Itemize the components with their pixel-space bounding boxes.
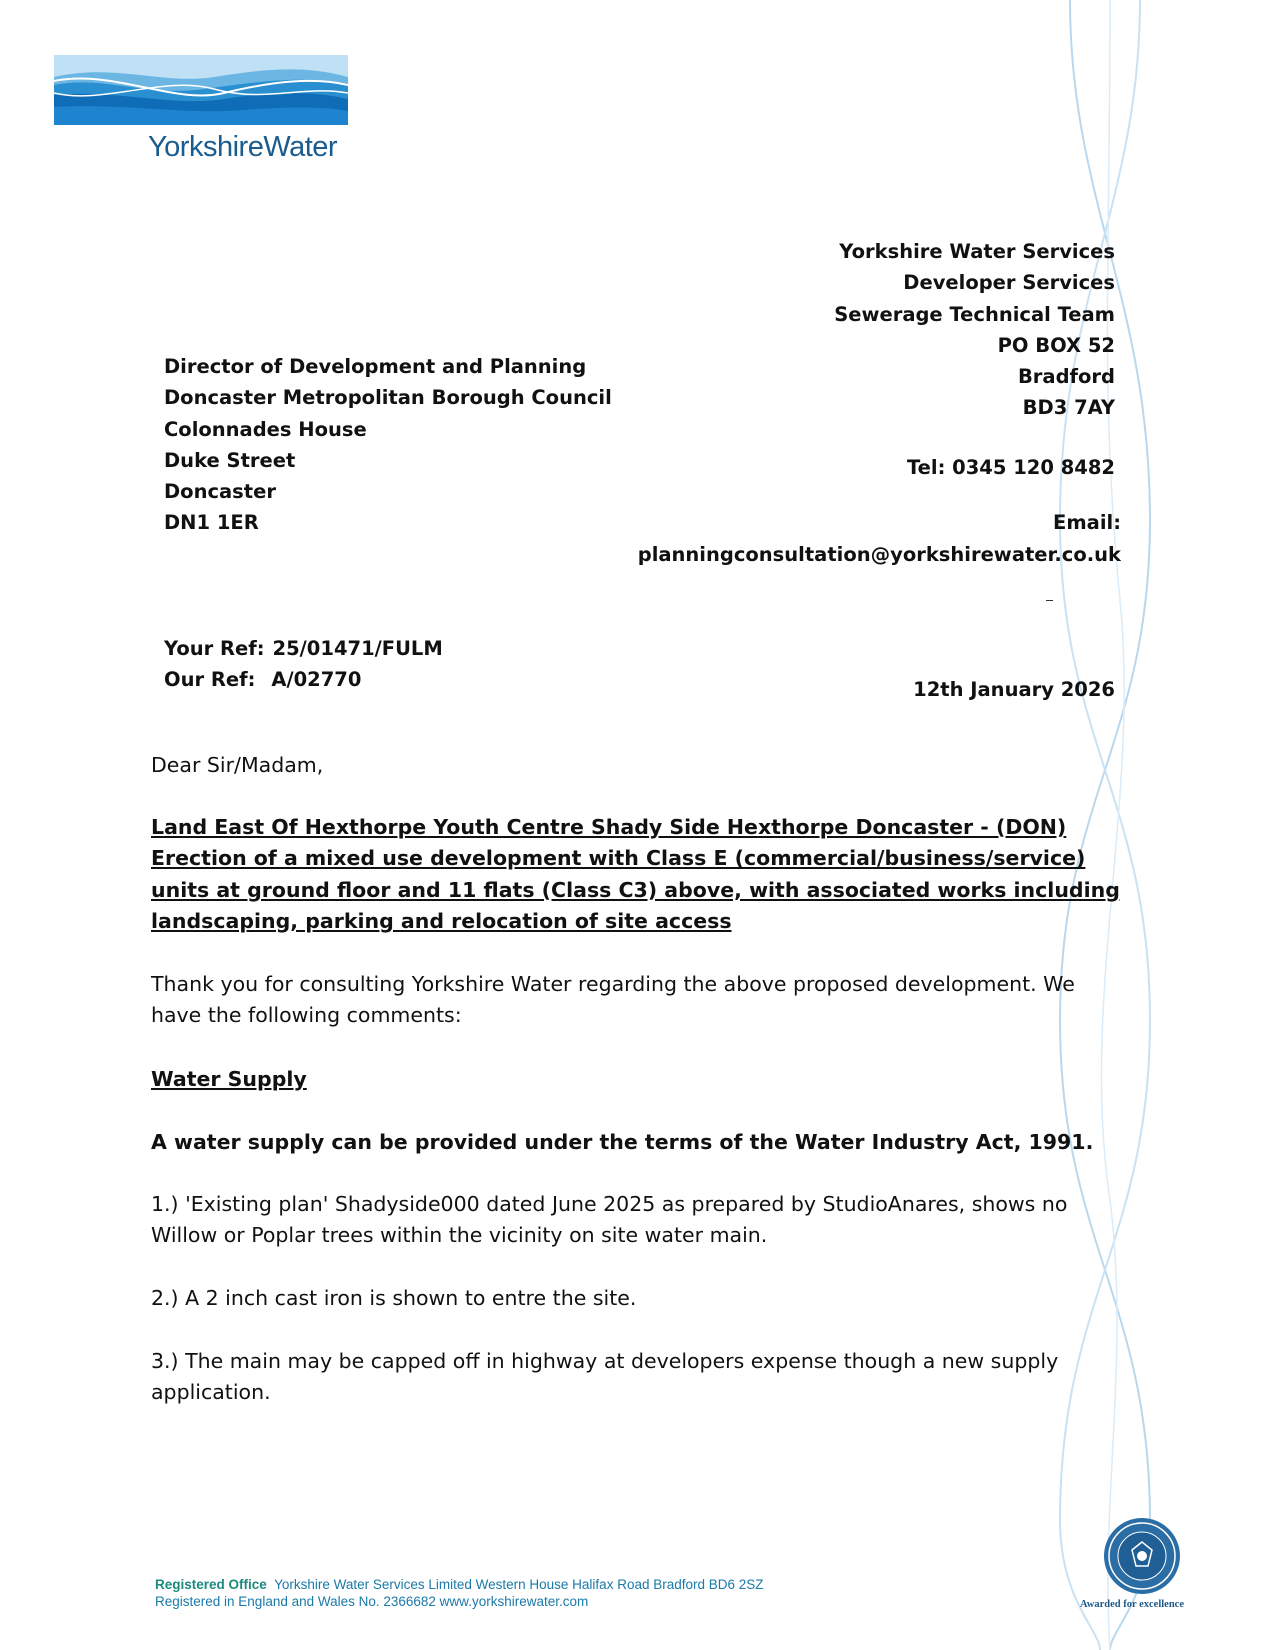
your-ref: [164, 633, 443, 664]
email-address-link[interactable]: planningconsultation@yorkshirewater.co.uk: [637, 543, 1121, 566]
email-label: Email:: [1053, 511, 1121, 534]
logo-waves-icon: [54, 55, 348, 125]
list-item: 1.) 'Existing plan' Shadyside000 dated June 2025 as prepared by StudioAnares, shows no Willow or Poplar trees within the vicinity on site water main.: [151, 1192, 1068, 1248]
sender-line: Yorkshire Water Services: [839, 240, 1115, 263]
section-heading-water-supply: Water Supply: [151, 1067, 307, 1091]
footer-registered-label: Registered Office: [155, 1577, 267, 1592]
footer-registered-office: [155, 1576, 764, 1593]
our-ref: [164, 664, 443, 695]
recipient-address: [164, 351, 612, 539]
charter-mark-seal-icon: [1102, 1516, 1182, 1596]
our-ref-value: A/02770: [271, 668, 362, 691]
logo-wordmark: YorkshireWater: [148, 131, 338, 163]
sender-telephone: Tel: 0345 120 8482: [906, 456, 1115, 479]
footer-registration: Registered in England and Wales No. 2366682 www.yorkshirewater.com: [155, 1594, 589, 1609]
list-item: 3.) The main may be capped off in highway at developers expense though a new supply application.: [151, 1349, 1059, 1405]
intro-paragraph: Thank you for consulting Yorkshire Water regarding the above proposed development. We have the following comments:: [151, 972, 1075, 1028]
sender-line: PO BOX 52: [997, 333, 1115, 357]
sender-address: [834, 236, 1115, 424]
subject-heading: Land East Of Hexthorpe Youth Centre Shady Side Hexthorpe Doncaster - (DON) Erection of a mixed use development with Class E (commercial/business/service) units at ground floor and 11 flats (Class C3) above, with associated works including landscaping, parking and relocation of site access: [151, 815, 1120, 933]
sender-line: Sewerage Technical Team: [834, 302, 1115, 326]
your-ref-label: Your Ref:: [164, 637, 265, 660]
recipient-line: Duke Street: [164, 448, 296, 472]
seal-caption: Awarded for excellence: [1080, 1599, 1184, 1610]
footer: [155, 1576, 764, 1610]
list-item: 2.) A 2 inch cast iron is shown to entre the site.: [151, 1286, 637, 1310]
recipient-line: Doncaster Metropolitan Borough Council: [164, 386, 612, 410]
reference-block: [164, 633, 443, 695]
our-ref-label: Our Ref:: [164, 668, 256, 691]
company-logo: [54, 55, 348, 125]
recipient-line: DN1 1ER: [164, 511, 259, 535]
your-ref-value: 25/01471/FULM: [272, 637, 443, 660]
supply-statement: A water supply can be provided under the terms of the Water Industry Act, 1991.: [151, 1130, 1094, 1154]
sender-line: Bradford: [1017, 365, 1115, 389]
sender-line: Developer Services: [903, 271, 1115, 295]
recipient-line: Colonnades House: [164, 417, 367, 441]
divider: [1046, 600, 1053, 601]
sender-line: BD3 7AY: [1022, 396, 1115, 420]
salutation: Dear Sir/Madam,: [151, 753, 324, 777]
recipient-line: Director of Development and Planning: [164, 355, 587, 378]
footer-registered-address: Yorkshire Water Services Limited Western House Halifax Road Bradford BD6 2SZ: [274, 1577, 764, 1592]
letter-date: 12th January 2026: [913, 678, 1115, 701]
recipient-line: Doncaster: [164, 480, 276, 504]
